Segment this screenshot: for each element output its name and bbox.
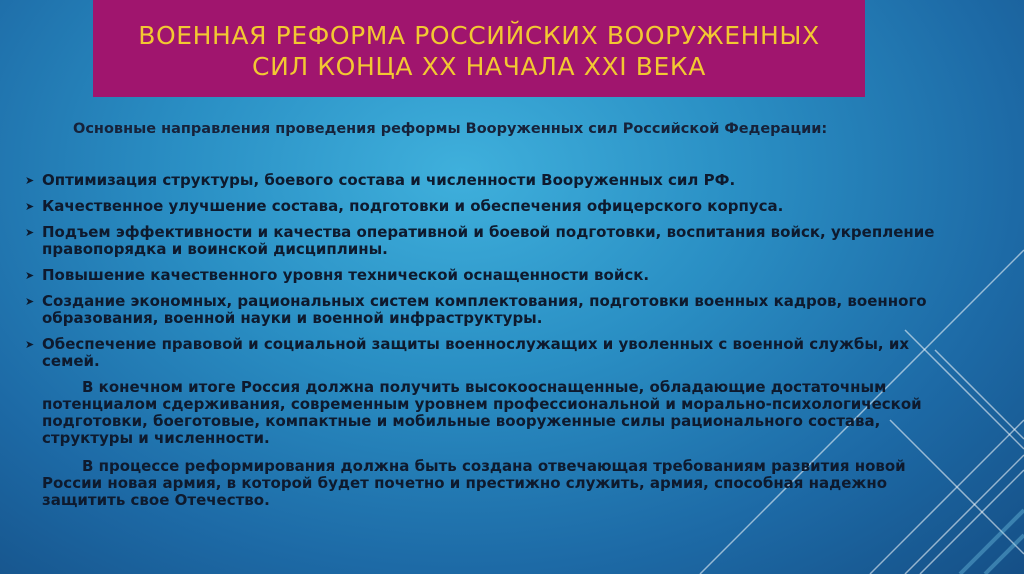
triangle-bullet-icon: ➤ [25, 226, 35, 239]
list-item [25, 293, 960, 327]
slide-content [25, 120, 960, 509]
bullet-text: Создание экономных, рациональных систем комплектования, подготовки военных кадров, военного образования, военной науки и военной инфраструктуры. [42, 292, 927, 327]
triangle-bullet-icon: ➤ [25, 338, 35, 351]
bullet-text: Подъем эффективности и качества оперативной и боевой подготовки, воспитания войск, укрепление правопорядка и воинской дисциплины. [42, 223, 935, 258]
list-item [25, 172, 960, 189]
list-item [25, 336, 960, 370]
bullet-text: Обеспечение правовой и социальной защиты военнослужащих и уволенных с военной службы, их семей. [42, 335, 910, 370]
bullet-text: Качественное улучшение состава, подготовки и обеспечения офицерского корпуса. [42, 197, 784, 215]
title-line: СИЛ КОНЦА XX НАЧАЛА XXI ВЕКА [252, 51, 706, 81]
conclusion-paragraph: В процессе реформирования должна быть создана отвечающая требованиям развития новой России новая армия, в которой будет почетно и престижно служить, армия, способная надежно защитить свое Отечество. [42, 457, 906, 509]
deco-band [960, 510, 1024, 574]
slide-title [138, 16, 820, 82]
triangle-bullet-icon: ➤ [25, 174, 35, 187]
bullet-list [25, 172, 960, 370]
bullet-text: Оптимизация структуры, боевого состава и численности Вооруженных сил РФ. [42, 171, 736, 189]
title-banner [93, 0, 865, 97]
list-item [25, 224, 960, 258]
conclusion-paragraph: В конечном итоге Россия должна получить высокооснащенные, обладающие достаточным потенциалом сдерживания, современным уровнем профессиональной и морально-психологической подготовки, боеготовые, компактные и мобильные вооруженные силы рационального состава, структуры и численности. [42, 378, 922, 447]
triangle-bullet-icon: ➤ [25, 269, 35, 282]
triangle-bullet-icon: ➤ [25, 295, 35, 308]
list-item [25, 198, 960, 215]
deco-band [985, 535, 1024, 574]
title-line: ВОЕННАЯ РЕФОРМА РОССИЙСКИХ ВООРУЖЕННЫХ [138, 20, 820, 50]
triangle-bullet-icon: ➤ [25, 200, 35, 213]
list-item [25, 267, 960, 284]
bullet-text: Повышение качественного уровня технической оснащенности войск. [42, 266, 650, 284]
intro-text: Основные направления проведения реформы Вооруженных сил Российской Федерации: [73, 121, 828, 137]
